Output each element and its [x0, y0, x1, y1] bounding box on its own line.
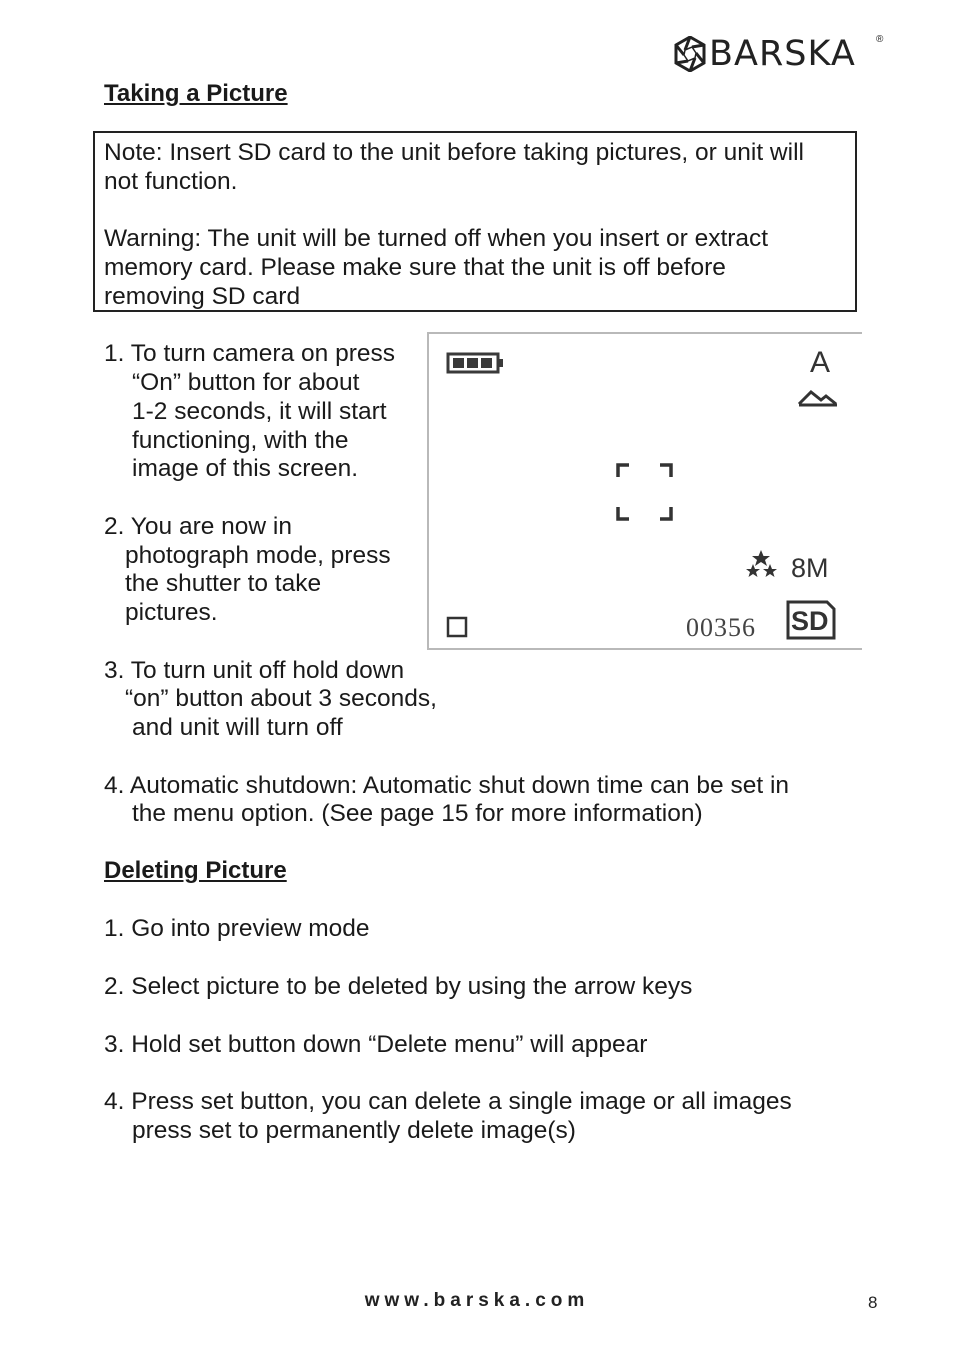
- step-3-line: “on” button about 3 seconds,: [125, 685, 437, 712]
- mode-letter: A: [810, 346, 831, 379]
- footer-url: www.barska.com: [364, 1290, 590, 1311]
- page-number: 8: [868, 1293, 878, 1312]
- note-line-1: Note: Insert SD card to the unit before taking pictures, or unit will: [104, 139, 804, 166]
- step-1-line: functioning, with the: [132, 427, 349, 454]
- quality-stars-icon: [746, 550, 777, 577]
- camera-screen: [427, 332, 862, 650]
- step-1-line: 1. To turn camera on press: [104, 340, 395, 367]
- note-line-2: not function.: [104, 168, 238, 195]
- landscape-icon: [799, 392, 837, 405]
- section-heading-deleting-picture: Deleting Picture: [104, 857, 287, 884]
- resolution-label: 8M: [791, 553, 829, 583]
- step-4-line: the menu option. (See page 15 for more information): [132, 800, 703, 827]
- delete-step-1: 1. Go into preview mode: [104, 915, 370, 942]
- delete-step-3: 3. Hold set button down “Delete menu” will appear: [104, 1031, 648, 1058]
- step-1-line: “On” button for about: [132, 369, 360, 396]
- step-4-line: 4. Automatic shutdown: Automatic shut down time can be set in: [104, 772, 790, 799]
- shot-counter: 00356: [686, 613, 756, 642]
- warning-line-2: memory card. Please make sure that the unit is off before: [104, 254, 726, 281]
- step-1-line: 1-2 seconds, it will start: [132, 398, 387, 425]
- step-1-line: image of this screen.: [132, 455, 359, 482]
- checkbox-icon: [448, 618, 466, 636]
- delete-step-2: 2. Select picture to be deleted by using the arrow keys: [104, 973, 693, 1000]
- step-2-line: pictures.: [125, 599, 218, 626]
- delete-step-4: press set to permanently delete image(s): [132, 1117, 576, 1144]
- logo-wordmark: BARSKA: [709, 34, 856, 74]
- warning-line-1: Warning: The unit will be turned off when you insert or extract: [104, 225, 769, 252]
- delete-step-4: 4. Press set button, you can delete a single image or all images: [104, 1088, 792, 1115]
- aperture-icon: [673, 36, 707, 72]
- step-3-line: and unit will turn off: [132, 714, 343, 741]
- barska-logo: [673, 36, 888, 76]
- battery-icon: [448, 354, 503, 372]
- registered-mark: ®: [876, 34, 884, 45]
- step-3-line: 3. To turn unit off hold down: [104, 657, 405, 684]
- step-2-line: the shutter to take: [125, 570, 322, 597]
- step-2-line: photograph mode, press: [125, 542, 391, 569]
- step-2-line: 2. You are now in: [104, 513, 292, 540]
- warning-line-3: removing SD card: [104, 283, 301, 310]
- focus-frame-icon: [618, 465, 671, 519]
- section-heading-taking-picture: Taking a Picture: [104, 80, 288, 107]
- sd-label: SD: [791, 606, 829, 636]
